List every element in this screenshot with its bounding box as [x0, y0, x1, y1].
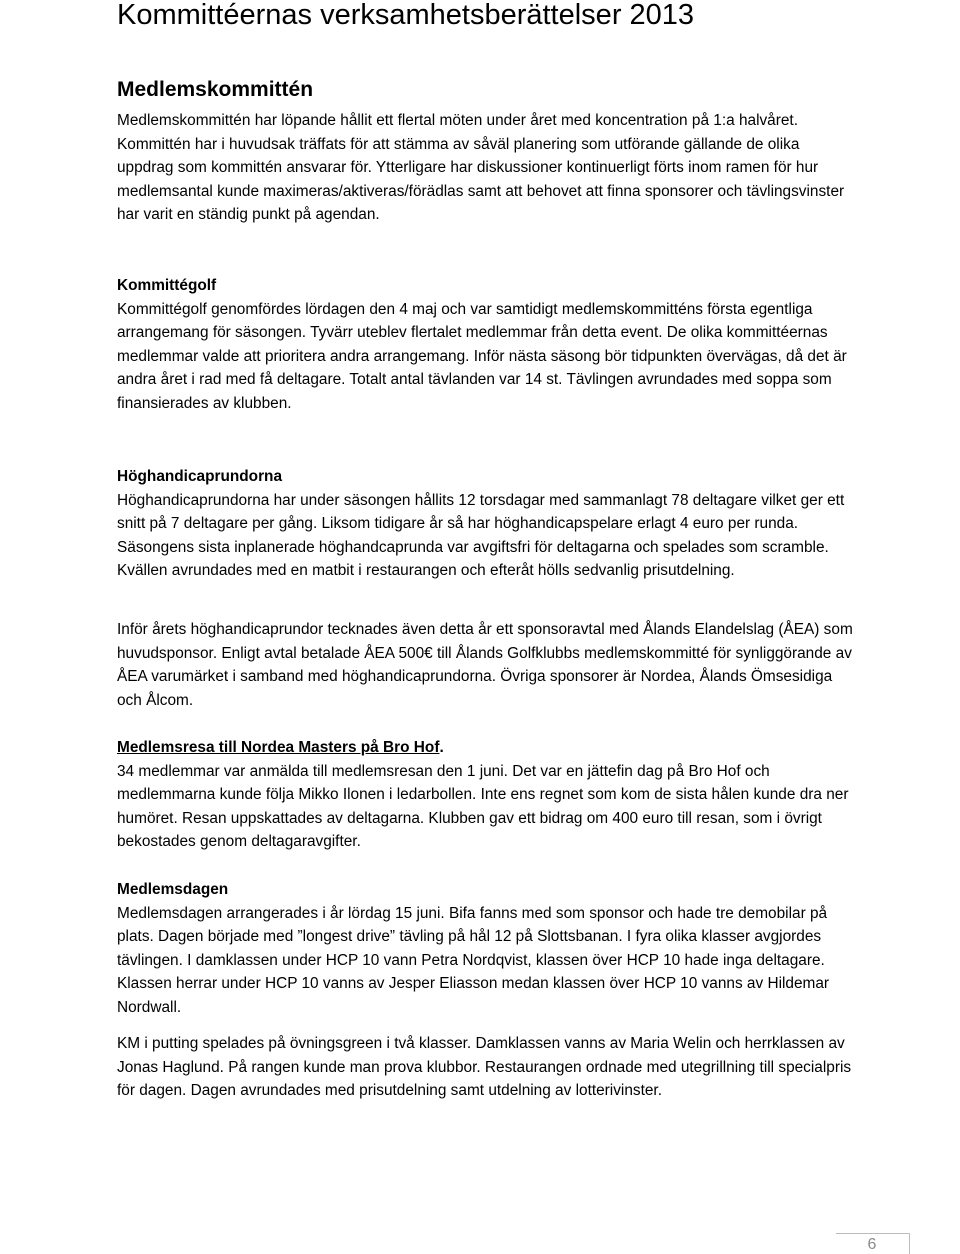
- paragraph-hoghandicap-2: Inför årets höghandicaprundor tecknades även detta år ett sponsoravtal med Ålands Elandelslag (ÅEA) som huvudsponsor. Enligt avtal betalade ÅEA 500€ till Ålands Golfklubbs medlemskommitté för synliggörande av ÅEA varumärket i samband med höghandicaprundorna. Övriga sponsorer är Nordea, Ålands Ömsesidiga och Ålcom.: [117, 621, 853, 709]
- paragraph-medlemsresa: 34 medlemmar var anmälda till medlemsresan den 1 juni. Det var en jättefin dag på Bro Hof och medlemmarna kunde följa Mikko Ilonen i ledarbollen. Inte ens regnet som kom de sista hålen kunde dra ner humöret. Resan uppskattades av deltagarna. Klubben gav ett bidrag om 400 euro till resan, som i övrigt bekostades genom deltagaravgifter.: [117, 762, 849, 850]
- paragraph-medlemskommitten: Medlemskommittén har löpande hållit ett flertal möten under året med koncentration på 1:a halvåret. Kommittén har i huvudsak träffats för att stämma av såväl planering som utförande gällande de olika uppdrag som kommittén ansvarar för. Ytterligare har diskussioner kontinuerligt förts inom ramen för hur medlemsantal kunde maximeras/aktiveras/förädlas samt att behovet att finna sponsorer och tävlingsvinster har varit en ständig punkt på agendan.: [117, 112, 845, 223]
- paragraph-medlemsdagen-2: KM i putting spelades på övningsgreen i två klasser. Damklassen vanns av Maria Welin och herrklassen av Jonas Haglund. På rangen kunde man prova klubbor. Restaurangen ordnade med utegrillning till specialpris för dagen. Dagen avrundades med prisutdelning samt utdelning av lotterivinster.: [117, 1035, 852, 1099]
- document-title: Kommittéernas verksamhetsberättelser 2013: [117, 0, 695, 31]
- heading-medlemsresa: Medlemsresa till Nordea Masters på Bro Hof: [117, 739, 440, 756]
- heading-hoghandicap: Höghandicaprundorna: [117, 468, 283, 485]
- section-medlemsresa: [117, 736, 857, 854]
- heading-medlemsresa-period: .: [439, 739, 444, 756]
- heading-kommittegolf: Kommittégolf: [117, 277, 217, 294]
- section-kommittegolf: [117, 274, 857, 415]
- section-medlemsdagen: [117, 878, 857, 1019]
- page-number: 6: [867, 1236, 877, 1253]
- section-heading-medlemskommitten: Medlemskommittén: [117, 78, 314, 101]
- paragraph-hoghandicap-1: Höghandicaprundorna har under säsongen hållits 12 torsdagar med sammanlagt 78 deltagare vilket ger ett snitt på 7 deltagare per gång. Liksom tidigare år så har höghandicapspelare erlagt 4 euro per runda. Säsongens sista inplanerade höghandcaprunda var avgiftsfri för deltagarna och spelades som scramble. Kvällen avrundades med en matbit i restaurangen och efteråt hölls sedvanlig prisutdelning.: [117, 491, 845, 579]
- paragraph-medlemsdagen-1: Medlemsdagen arrangerades i år lördag 15 juni. Bifa fanns med som sponsor och hade tre demobilar på plats. Dagen började med ”longest drive” tävling på hål 12 på Slottsbanan. I fyra olika klasser avgjordes tävlingen. I damklassen under HCP 10 vann Petra Nordqvist, klassen över HCP 10 hade inga deltagare. Klassen herrar under HCP 10 vanns av Jesper Eliasson medan klassen över HCP 10 vanns av Hildemar Nordwall.: [117, 904, 830, 1016]
- paragraph-kommittegolf: Kommittégolf genomfördes lördagen den 4 maj och var samtidigt medlemskommitténs första egentliga arrangemang för säsongen. Tyvärr uteblev flertalet medlemmar från detta event. De olika kommittéernas medlemmar valde att prioritera andra arrangemang. Inför nästa säsong bör tidpunkten övervägas, då det är andra året i rad med få deltagare. Totalt antal tävlanden var 14 st. Tävlingen avrundades med soppa som finansierades av klubben.: [117, 300, 847, 412]
- section-hoghandicap: [117, 465, 857, 583]
- heading-medlemsdagen: Medlemsdagen: [117, 881, 229, 898]
